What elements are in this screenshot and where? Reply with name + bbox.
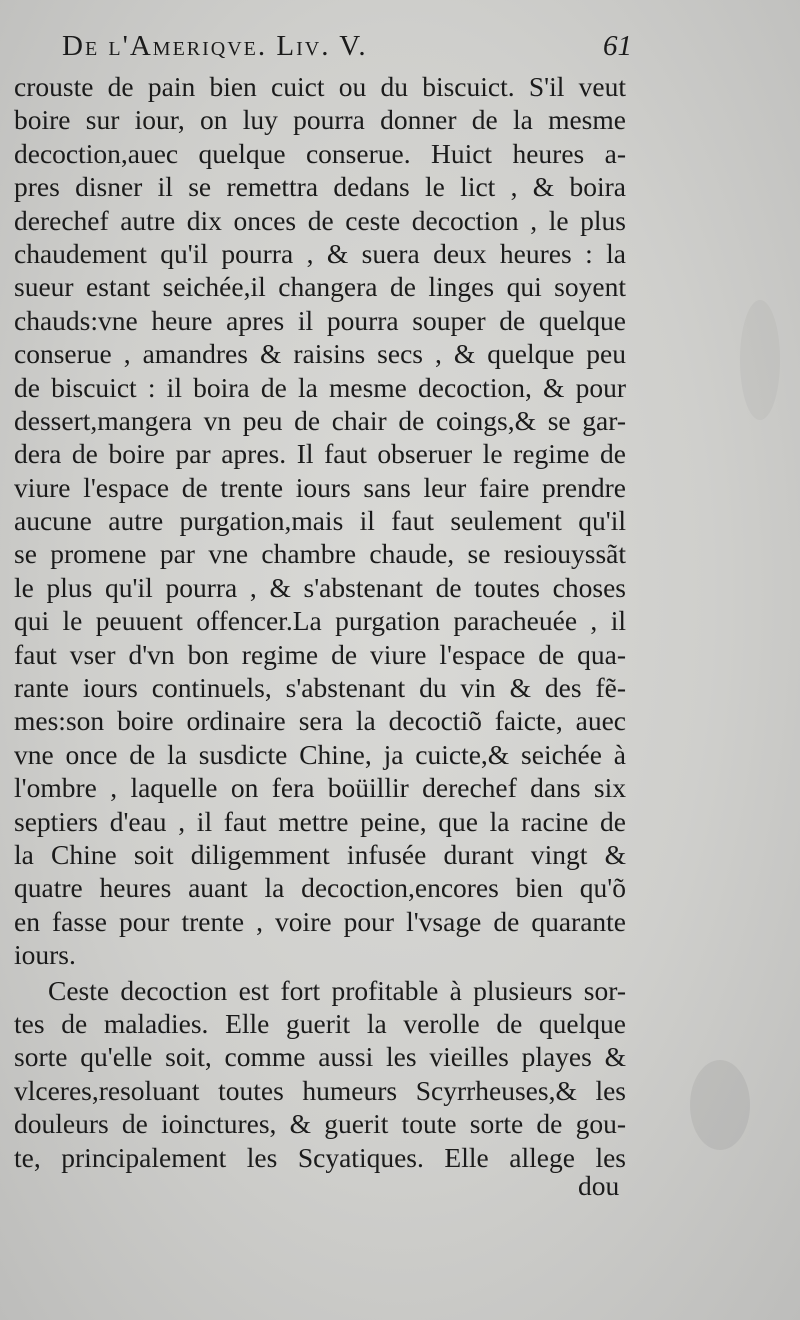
text-line: dera de boire par apres. Il faut obseruer le regime de	[14, 438, 626, 470]
text-line: septiers d'eau , il faut mettre peine, que la racine de	[14, 805, 626, 837]
text-line: en fasse pour trente , voire pour l'vsage de quarante	[14, 905, 626, 937]
text-line: douleurs de ioinctures, & guerit toute sorte de gou-	[14, 1108, 626, 1140]
catchword: dou	[578, 1170, 620, 1201]
page-stain	[740, 300, 780, 420]
text-line: vne once de la susdicte Chine, ja cuicte,& seichée à	[14, 738, 626, 770]
text-line: tes de maladies. Elle guerit la verolle de quelque	[14, 1007, 626, 1039]
text-line: se promene par vne chambre chaude, se resiouyssãt	[14, 538, 626, 570]
text-line: la Chine soit diligemment infusée durant vingt &	[14, 838, 626, 870]
text-line: chauds:vne heure apres il pourra souper de quelque	[14, 304, 626, 336]
text-line: dessert,mangera vn peu de chair de coings,& se gar-	[14, 404, 626, 436]
text-line: quatre heures auant la decoction,encores bien qu'õ	[14, 872, 626, 904]
text-line: Ceste decoction est fort profitable à plusieurs sor-	[48, 974, 626, 1006]
text-line: sorte qu'elle soit, comme aussi les vieilles playes &	[14, 1041, 626, 1073]
page-number: 61	[603, 30, 632, 62]
text-line: mes:son boire ordinaire sera la decoctiõ faicte, auec	[14, 705, 626, 737]
text-line: te, principalement les Scyatiques. Elle allege les	[14, 1141, 626, 1173]
text-line: decoction,auec quelque conserue. Huict heures a-	[14, 137, 626, 169]
text-line: chaudement qu'il pourra , & suera deux heures : la	[14, 237, 626, 269]
text-line: aucune autre purgation,mais il faut seulement qu'il	[14, 505, 626, 537]
running-title: De l'Ameriqve. Liv. V.	[62, 30, 368, 62]
text-line: vlceres,resoluant toutes humeurs Scyrrheuses,& les	[14, 1074, 626, 1106]
text-line: le plus qu'il pourra , & s'abstenant de toutes choses	[14, 571, 626, 603]
text-line: crouste de pain bien cuict ou du biscuict. S'il veut	[14, 71, 626, 102]
text-line: sueur estant seichée,il changera de linges qui soyent	[14, 271, 626, 303]
text-line: viure l'espace de trente iours sans leur faire prendre	[14, 471, 626, 503]
text-line: qui le peuuent offencer.La purgation paracheuée , il	[14, 605, 626, 637]
text-line: pres disner il se remettra dedans le lict , & boira	[14, 171, 626, 203]
text-line: de biscuict : il boira de la mesme decoction, & pour	[14, 371, 626, 403]
page-stain	[690, 1060, 750, 1150]
text-line: derechef autre dix onces de ceste decoction , le plus	[14, 204, 626, 236]
text-line: rante iours continuels, s'abstenant du vin & des fẽ-	[14, 672, 626, 704]
text-line: l'ombre , laquelle on fera boüillir derechef dans six	[14, 772, 626, 804]
text-line: boire sur iour, on luy pourra donner de la mesme	[14, 104, 626, 136]
text-line: faut vser d'vn bon regime de viure l'espace de qua-	[14, 638, 626, 670]
text-line: conserue , amandres & raisins secs , & quelque peu	[14, 338, 626, 370]
body-text	[14, 70, 626, 1174]
running-header	[62, 30, 632, 66]
text-line: iours.	[14, 939, 76, 971]
